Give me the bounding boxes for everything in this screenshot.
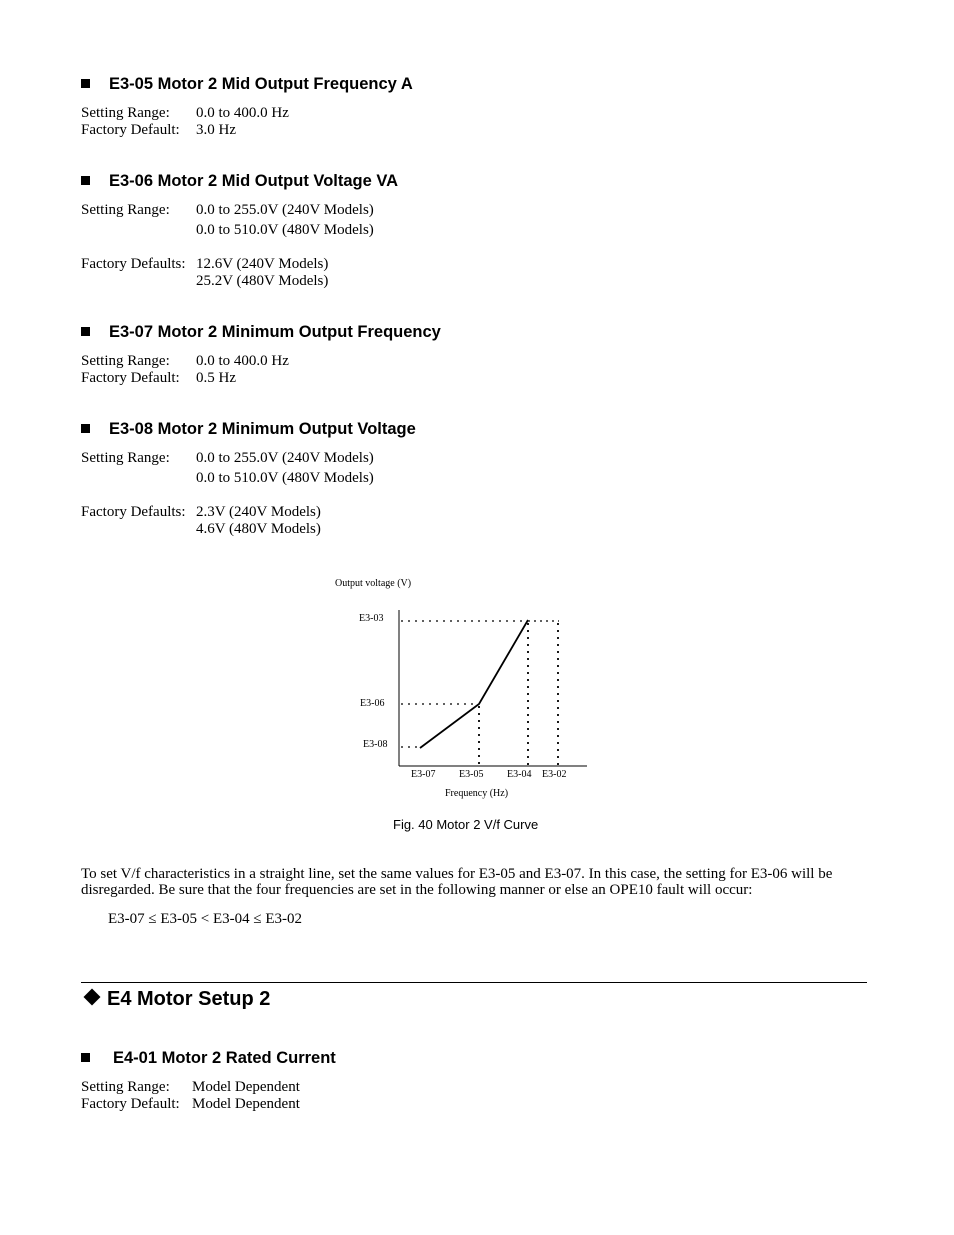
factory-default-row bbox=[81, 1096, 300, 1113]
body-paragraph: To set V/f characteristics in a straight line, set the same values for E3-05 and E3-07. In this case, the setting for E3-06 will be disregarded. Be sure that the four frequencies are set in the following manner or else an OPE10 fault will occur: bbox=[81, 866, 833, 898]
section-heading-e3-05 bbox=[81, 75, 413, 94]
setting-range-value: Model Dependent bbox=[192, 1079, 300, 1095]
setting-range-label: Setting Range: bbox=[81, 202, 170, 218]
section-heading-e4-01 bbox=[81, 1049, 336, 1068]
y-label-e3-06: E3-06 bbox=[360, 698, 385, 709]
factory-default-label: Factory Default: bbox=[81, 1096, 180, 1112]
vf-curve-figure bbox=[320, 570, 610, 810]
factory-defaults-row bbox=[81, 256, 328, 273]
factory-defaults-row bbox=[81, 504, 321, 521]
setting-range-row bbox=[81, 105, 289, 122]
section-heading-e3-08 bbox=[81, 420, 416, 439]
factory-default-value-2: 4.6V (480V Models) bbox=[196, 521, 321, 537]
setting-range-label: Setting Range: bbox=[81, 353, 170, 369]
square-bullet-icon bbox=[81, 327, 90, 336]
factory-default-label: Factory Default: bbox=[81, 122, 180, 138]
factory-default-value-2: 25.2V (480V Models) bbox=[196, 273, 329, 289]
e4-section-heading bbox=[81, 988, 270, 1011]
setting-range-value-2: 0.0 to 510.0V (480V Models) bbox=[196, 222, 374, 238]
section-title: E3-06 Motor 2 Mid Output Voltage VA bbox=[109, 172, 399, 190]
factory-default-value: Model Dependent bbox=[192, 1096, 300, 1112]
square-bullet-icon bbox=[81, 176, 90, 185]
section-title: E3-08 Motor 2 Minimum Output Voltage bbox=[109, 420, 416, 438]
square-bullet-icon bbox=[81, 424, 90, 433]
factory-default-row bbox=[81, 370, 236, 387]
figure-caption: Fig. 40 Motor 2 V/f Curve bbox=[393, 817, 539, 832]
y-label-e3-03: E3-03 bbox=[359, 613, 384, 624]
frequency-order-formula: E3-07 ≤ E3-05 < E3-04 ≤ E3-02 bbox=[108, 911, 303, 927]
factory-default-value: 2.3V (240V Models) bbox=[196, 504, 321, 520]
setting-range-label: Setting Range: bbox=[81, 1079, 170, 1095]
section-title: E4-01 Motor 2 Rated Current bbox=[113, 1049, 336, 1067]
x-label-e3-07: E3-07 bbox=[411, 769, 436, 780]
x-axis-title: Frequency (Hz) bbox=[445, 788, 509, 799]
setting-range-row bbox=[81, 1079, 300, 1096]
x-label-e3-05: E3-05 bbox=[459, 769, 484, 780]
diamond-bullet-icon bbox=[84, 989, 101, 1006]
section-heading-e3-07 bbox=[81, 323, 441, 342]
factory-default-row bbox=[81, 122, 236, 139]
setting-range-row bbox=[81, 202, 374, 219]
factory-default-value: 0.5 Hz bbox=[196, 370, 236, 386]
factory-default-value: 12.6V (240V Models) bbox=[196, 256, 329, 272]
y-label-e3-08: E3-08 bbox=[363, 739, 388, 750]
setting-range-label: Setting Range: bbox=[81, 450, 170, 466]
vf-curve-line bbox=[420, 620, 528, 748]
setting-range-row bbox=[81, 353, 289, 370]
square-bullet-icon bbox=[81, 79, 90, 88]
factory-defaults-label: Factory Defaults: bbox=[81, 504, 186, 520]
square-bullet-icon bbox=[81, 1053, 90, 1062]
section-heading-e3-06 bbox=[81, 172, 398, 191]
y-axis-title: Output voltage (V) bbox=[335, 578, 412, 589]
setting-range-value-2: 0.0 to 510.0V (480V Models) bbox=[196, 470, 374, 486]
factory-default-label: Factory Default: bbox=[81, 370, 180, 386]
setting-range-value: 0.0 to 400.0 Hz bbox=[196, 353, 289, 369]
setting-range-value: 0.0 to 255.0V (240V Models) bbox=[196, 202, 374, 218]
setting-range-row bbox=[81, 450, 374, 467]
factory-default-value: 3.0 Hz bbox=[196, 122, 236, 138]
x-label-e3-04: E3-04 bbox=[507, 769, 532, 780]
e4-heading-text: E4 Motor Setup 2 bbox=[107, 988, 271, 1010]
x-label-e3-02: E3-02 bbox=[542, 769, 567, 780]
setting-range-value: 0.0 to 255.0V (240V Models) bbox=[196, 450, 374, 466]
factory-defaults-label: Factory Defaults: bbox=[81, 256, 186, 272]
section-divider bbox=[81, 982, 867, 983]
setting-range-label: Setting Range: bbox=[81, 105, 170, 121]
section-title: E3-07 Motor 2 Minimum Output Frequency bbox=[109, 323, 441, 341]
setting-range-value: 0.0 to 400.0 Hz bbox=[196, 105, 289, 121]
section-title: E3-05 Motor 2 Mid Output Frequency A bbox=[109, 75, 413, 93]
